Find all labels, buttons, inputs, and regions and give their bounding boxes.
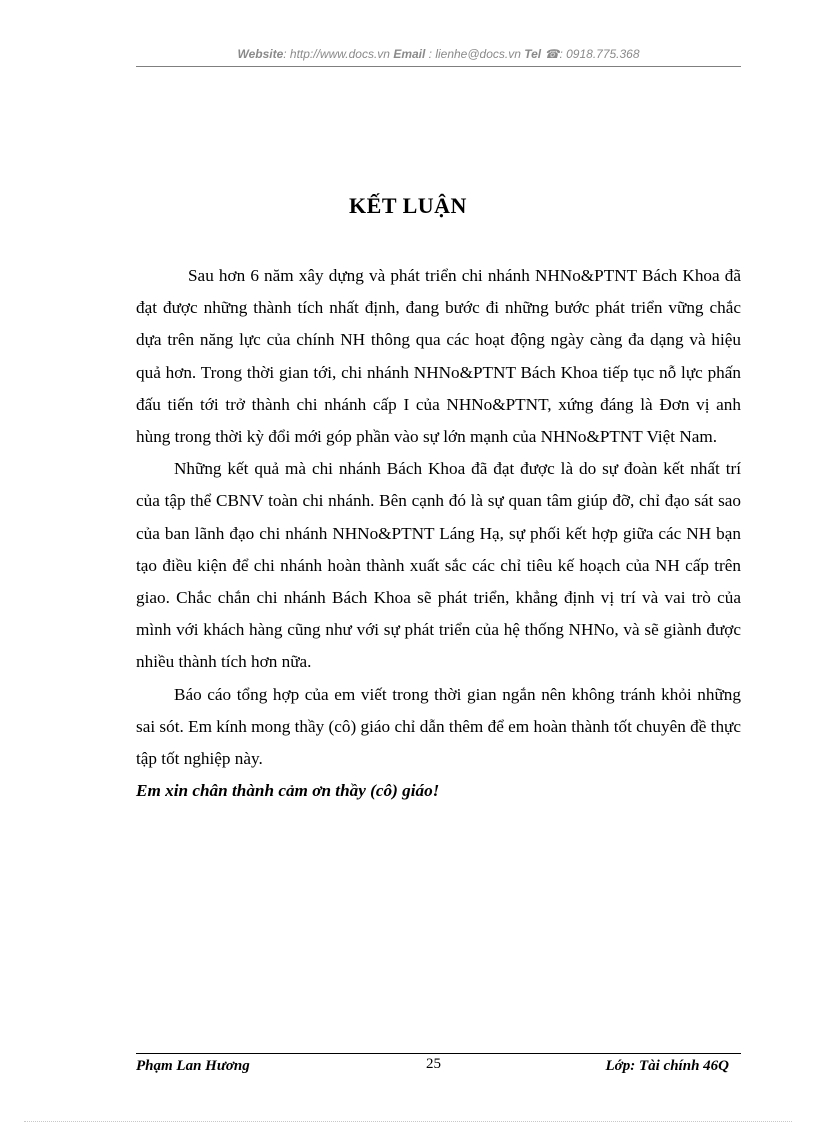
page-footer: [136, 1056, 741, 1078]
email-label: Email: [393, 47, 426, 61]
thanks-line: Em xin chân thành cảm ơn thầy (cô) giáo!: [136, 781, 440, 801]
paragraph-3: Báo cáo tổng hợp của em viết trong thời gian ngắn nên không tránh khỏi những sai sót. Em kính mong thầy (cô) giáo chỉ dẫn thêm để em hoàn thành tốt chuyên đề thực tập tốt nghiệp này.: [136, 684, 741, 769]
website-label: Website: [237, 47, 284, 61]
page-title: KẾT LUẬN: [349, 193, 467, 218]
paragraph-1: Sau hơn 6 năm xây dựng và phát triển chi nhánh NHNo&PTNT Bách Khoa đã đạt được những thành tích nhất định, đang bước đi những bước phát triển vững chắc dựa trên năng lực của chính NH thông qua các hoạt động ngày càng đa dạng và hiệu quả hơn. Trong thời gian tới, chi nhánh NHNo&PTNT Bách Khoa tiếp tục nỗ lực phấn đấu tiến tới trở thành chi nhánh cấp I của NHNo&PTNT, xứng đáng là Đơn vị anh hùng trong thời kỳ đổi mới góp phần vào sự lớn mạnh của NHNo&PTNT Việt Nam.: [136, 266, 741, 447]
page-number: 25: [426, 1056, 441, 1072]
footer-divider: [136, 1053, 741, 1054]
email-value: : lienhe@docs.vn: [425, 47, 521, 61]
page-header: [136, 47, 741, 61]
tel-label: Tel: [524, 47, 542, 61]
tel-value: : 0918.775.368: [559, 47, 640, 61]
page-bottom-edge: [24, 1121, 792, 1122]
website-value: : http://www.docs.vn: [283, 47, 390, 61]
header-divider: [136, 66, 741, 67]
document-body: [136, 260, 741, 807]
paragraph-2: Những kết quả mà chi nhánh Bách Khoa đã đạt được là do sự đoàn kết nhất trí của tập thể CBNV toàn chi nhánh. Bên cạnh đó là sự quan tâm giúp đỡ, chỉ đạo sát sao của ban lãnh đạo chi nhánh NHNo&PTNT Láng Hạ, sự phối kết hợp giữa các NH bạn tạo điều kiện để chi nhánh hoàn thành xuất sắc các chỉ tiêu kế hoạch của NH cấp trên giao. Chắc chắn chi nhánh Bách Khoa sẽ phát triển, khẳng định vị trí và vai trò của mình với khách hàng cũng như với sự phát triển của hệ thống NHNo, và sẽ giành được nhiều thành tích hơn nữa.: [136, 459, 741, 672]
footer-author: Phạm Lan Hương: [136, 1058, 250, 1074]
footer-class: Lớp: Tài chính 46Q: [605, 1058, 729, 1074]
phone-icon: ☎: [544, 47, 560, 61]
